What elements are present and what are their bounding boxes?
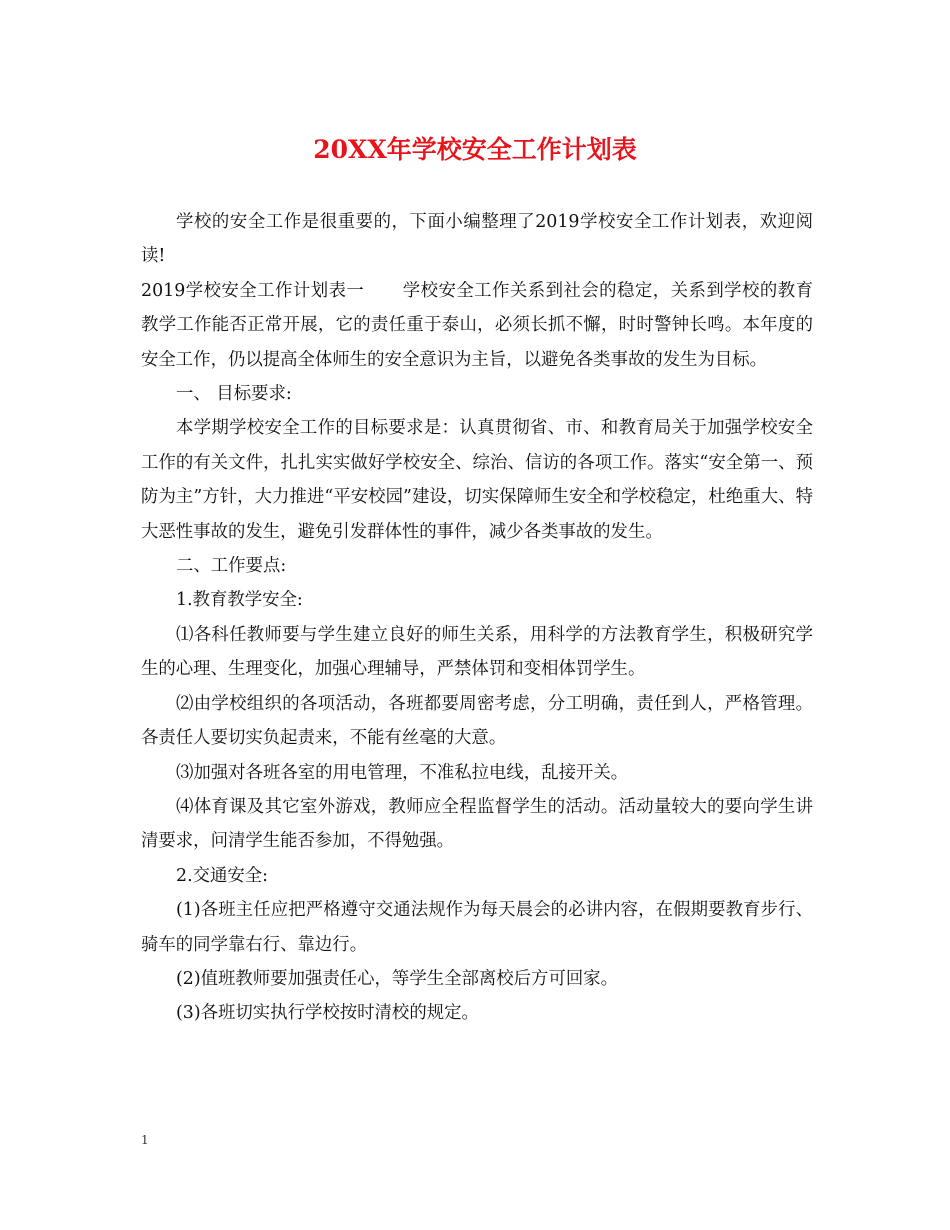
traffic-item-2: (2)值班教师要加强责任心，等学生全部离校后方可回家。 [176, 968, 619, 989]
section-heading-key-points: 二、工作要点: [176, 556, 287, 577]
section-heading-goals: 一、 目标要求: [176, 384, 292, 405]
subheading-teaching-safety: 1.教育教学安全: [176, 590, 303, 611]
teaching-item-1: ⑴各科任教师要与学生建立良好的师生关系，用科学的方法教育学生，积极研究学生的心理、生理变化，加强心理辅导，严禁体罚和变相体罚学生。 [141, 624, 813, 680]
plan-one-paragraph [141, 274, 813, 377]
teaching-item-3: ⑶加强对各班各室的用电管理，不准私拉电线，乱接开关。 [176, 762, 629, 783]
teaching-item-2: ⑵由学校组织的各项活动，各班都要周密考虑，分工明确，责任到人，严格管理。各责任人要切实负起责来，不能有丝毫的大意。 [141, 693, 813, 749]
teaching-item-4: ⑷体育课及其它室外游戏，教师应全程监督学生的活动。活动量较大的要向学生讲清要求，问清学生能否参加，不得勉强。 [141, 796, 813, 852]
subheading-traffic-safety: 2.交通安全: [176, 865, 269, 886]
document-body [141, 205, 813, 1031]
traffic-item-1: (1)各班主任应把严格遵守交通法规作为每天晨会的必讲内容，在假期要教育步行、骑车的同学靠右行、靠边行。 [141, 900, 813, 955]
goals-paragraph: 本学期学校安全工作的目标要求是：认真贯彻省、市、和教育局关于加强学校安全工作的有关文件，扎扎实实做好学校安全、综治、信访的各项工作。落实“安全第一、预防为主”方针，大力推进“平安校园”建设，切实保障师生安全和学校稳定，杜绝重大、特大恶性事故的发生，避免引发群体性的事件，减少各类事故的发生。 [141, 418, 813, 542]
traffic-item-3: (3)各班切实执行学校按时清校的规定。 [176, 1003, 479, 1024]
plan-one-text: 学校安全工作关系到社会的稳定，关系到学校的教育教学工作能否正常开展，它的责任重于泰山，必须长抓不懈，时时警钟长鸣。本年度的安全工作，仍以提高全体师生的安全意识为主旨，以避免各类事故的发生为目标。 [141, 280, 813, 370]
page-number: 1 [141, 1133, 149, 1147]
plan-one-heading: 2019学校安全工作计划表一 [141, 280, 365, 301]
document-title: 20XX年学校安全工作计划表 [313, 135, 637, 164]
intro-paragraph: 学校的安全工作是很重要的，下面小编整理了2019学校安全工作计划表，欢迎阅读! [141, 212, 813, 267]
